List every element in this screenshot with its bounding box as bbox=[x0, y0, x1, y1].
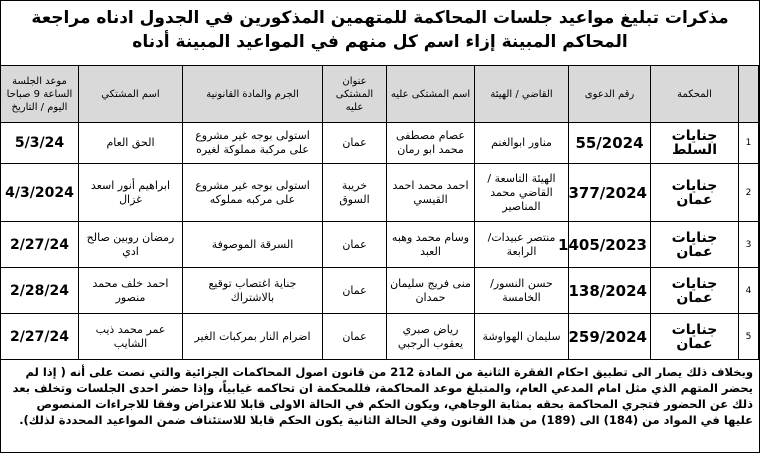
date-cell: 2/27/24 bbox=[1, 314, 79, 360]
table-header-row bbox=[1, 66, 759, 123]
complainant-cell: احمد خلف محمد منصور bbox=[79, 268, 183, 314]
header-defendant: اسم المشتكى عليه bbox=[387, 66, 475, 123]
case-number-cell: 55/2024 bbox=[569, 123, 651, 164]
defendant-cell: رياض صبري يعقوب الرجبي bbox=[387, 314, 475, 360]
table-row bbox=[1, 268, 759, 314]
address-cell: خريبة السوق bbox=[323, 164, 387, 222]
charge-cell: استولى بوجه غير مشروع على مركبه مملوكه bbox=[183, 164, 323, 222]
address-cell: عمان bbox=[323, 314, 387, 360]
judge-cell: سليمان الهواوشة bbox=[475, 314, 569, 360]
defendant-cell: احمد محمد احمد القيسي bbox=[387, 164, 475, 222]
table-row bbox=[1, 222, 759, 268]
legal-note: وبخلاف ذلك يصار الى تطبيق احكام الفقرة الثانية من المادة 212 من قانون اصول المحاكمات الجزائية والتي نصت على أنه ( إذا لم يحضر المتهم الذي مثل امام المدعي العام، والمتبلغ موعد المحاكمة، فللمحكمة ان تحاكمه غيابياً، وإذا حضر احدى الجلسات وتخلف بعد ذلك عن الحضور فتجري المحاكمة بحقه بمثابة الوجاهي، ويكون الحكم في الحالة الاولى قابلا للاعتراض وفقا للاجراءات المنصوص عليها في المواد من (184) الى (189) من هذا القانون وفي الحالة الثانية يكون الحكم قابلا للاستئناف ضمن المواعيد المحددة لذلك). bbox=[12, 365, 753, 427]
case-number-cell: 138/2024 bbox=[569, 268, 651, 314]
address-cell: عمان bbox=[323, 268, 387, 314]
case-number-cell: 1405/2023 bbox=[569, 222, 651, 268]
charge-cell: جناية اغتصاب توقيع بالاشتراك bbox=[183, 268, 323, 314]
table-row bbox=[1, 164, 759, 222]
address-cell: عمان bbox=[323, 123, 387, 164]
date-cell: 5/3/24 bbox=[1, 123, 79, 164]
header-index bbox=[739, 66, 759, 123]
header-charge: الجرم والمادة القانونية bbox=[183, 66, 323, 123]
judge-cell: الهيئة التاسعة / القاضي محمد المناصير bbox=[475, 164, 569, 222]
date-cell: 2/27/24 bbox=[1, 222, 79, 268]
defendant-cell: منى فريج سليمان حمدان bbox=[387, 268, 475, 314]
judge-cell: منتصر عبيدات/ الرابعة bbox=[475, 222, 569, 268]
date-cell: 4/3/2024 bbox=[1, 164, 79, 222]
court-cell: جنايات عمان bbox=[651, 314, 739, 360]
charge-cell: السرقة الموصوفة bbox=[183, 222, 323, 268]
case-number-cell: 259/2024 bbox=[569, 314, 651, 360]
defendant-cell: وسام محمد وهبه العبد bbox=[387, 222, 475, 268]
court-cell: جنايات عمان bbox=[651, 164, 739, 222]
court-cell: جنايات السلط bbox=[651, 123, 739, 164]
row-index: 5 bbox=[739, 314, 759, 360]
header-judge: القاضي / الهيئة bbox=[475, 66, 569, 123]
court-cell: جنايات عمان bbox=[651, 222, 739, 268]
judge-cell: مناور ابوالغنم bbox=[475, 123, 569, 164]
row-index: 1 bbox=[739, 123, 759, 164]
table-row bbox=[1, 314, 759, 360]
header-defendant-address: عنوان المشتكى عليه bbox=[323, 66, 387, 123]
table-row bbox=[1, 123, 759, 164]
complainant-cell: ابراهيم أنور اسعد غزال bbox=[79, 164, 183, 222]
header-court: المحكمة bbox=[651, 66, 739, 123]
charge-cell: اضرام النار بمركبات الغير bbox=[183, 314, 323, 360]
header-hearing-date: موعد الجلسة الساعة 9 صباحا اليوم / التاريخ bbox=[1, 66, 79, 123]
header-case-number: رقم الدعوى bbox=[569, 66, 651, 123]
charge-cell: استولى بوجه غير مشروع على مركبة مملوكة لغيره bbox=[183, 123, 323, 164]
row-index: 2 bbox=[739, 164, 759, 222]
row-index: 4 bbox=[739, 268, 759, 314]
page-title: مذكرات تبليغ مواعيد جلسات المحاكمة للمتهمين المذكورين في الجدول ادناه مراجعة المحاكم المبينة إزاء اسم كل منهم في المواعيد المبينة أدناه bbox=[31, 8, 729, 52]
complainant-cell: الحق العام bbox=[79, 123, 183, 164]
hearings-table bbox=[0, 65, 759, 360]
complainant-cell: عمر محمد ذيب الشايب bbox=[79, 314, 183, 360]
defendant-cell: عصام مصطفى محمد ابو رمان bbox=[387, 123, 475, 164]
case-number-cell: 377/2024 bbox=[569, 164, 651, 222]
date-cell: 2/28/24 bbox=[1, 268, 79, 314]
address-cell: عمان bbox=[323, 222, 387, 268]
complainant-cell: رمضان روبين صالح ادي bbox=[79, 222, 183, 268]
header-complainant: اسم المشتكي bbox=[79, 66, 183, 123]
court-cell: جنايات عمان bbox=[651, 268, 739, 314]
judge-cell: حسن النسور/ الخامسة bbox=[475, 268, 569, 314]
row-index: 3 bbox=[739, 222, 759, 268]
